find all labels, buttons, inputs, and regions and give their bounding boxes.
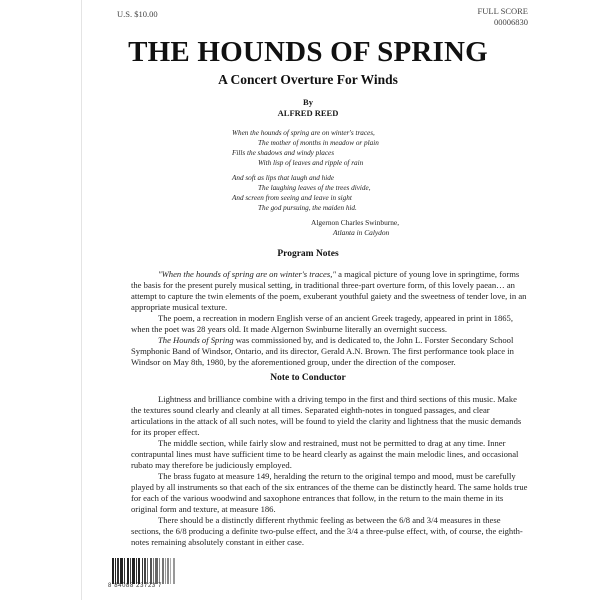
subtitle: A Concert Overture For Winds (218, 72, 398, 87)
note-to-conductor-heading: Note to Conductor (270, 373, 346, 383)
conductor-paragraph: There should be a distinctly different rhythmic feeling as between the 6/8 and 3/4 measures in these sections, the 6/8 producing a definite two-pulse effect, and the 3/4 a three-pulse effect, with, of course, the eighth-notes remaining absolutely constant in either case. (131, 515, 523, 547)
edition-label: FULL SCORE (477, 6, 528, 16)
conductor-paragraph: The middle section, while fairly slow and restrained, must not be permitted to drag at any time. Inner contrapuntal lines must have sufficient time to be heard clearly as against the main melodic lines, and occasional rubato may therefore be judiciously employed. (131, 438, 519, 470)
barcode-digits: 8 84088 23723 7 (108, 583, 163, 589)
poem-author: Algernon Charles Swinburne, (311, 218, 400, 227)
poem-line: When the hounds of spring are on winter's traces, (232, 129, 375, 137)
page-edge (81, 0, 82, 600)
work-title: The Hounds of Spring (158, 335, 234, 345)
poem-stanza-2 (232, 173, 379, 213)
price-label: U.S. $10.00 (117, 9, 158, 19)
poem-attribution (311, 218, 399, 238)
program-notes-paragraph (131, 335, 529, 368)
poem-line: And soft as lips that laugh and hide (232, 174, 335, 182)
poem-line: And screen from seeing and leave in sight (232, 194, 352, 202)
conductor-paragraph: Lightness and brilliance combine with a driving tempo in the first and third sections of this music. Make the textures sound clearly and cleanly at all times. Separated eighth-notes in tongued passages, and clear articulations in the attack of all such notes, will be found to yield the clarity and lightness that the music demands for its proper effect. (131, 394, 522, 437)
paragraph-text: a magical picture of young love in springtime, forms the basis for the present purely musical setting, in traditional three-part overture form, of this lovely paean… an attempt to capture the twin elements of the poem, exuberant youthful gaiety and the sweetness of tender love, in an appropriate musical texture. (131, 269, 527, 312)
program-notes-body (131, 269, 529, 368)
poem-line: With lisp of leaves and ripple of rain (258, 159, 364, 167)
program-notes-paragraph (131, 269, 529, 313)
program-notes-paragraph: The poem, a recreation in modern English verse of an ancient Greek tragedy, appeared in print in 1865, when the poet was 28 years old. It made Algernon Swinburne literally an overnight success. (131, 313, 513, 334)
page-title: THE HOUNDS OF SPRING (128, 36, 488, 68)
paragraph-text: was commissioned by, and is dedicated to, the John L. Forster Secondary School Symphonic Band of Windsor, Ontario, and its director, Gerald A.N. Brown. The first performance took place in Windsor on May 8th, 1980, by the aforementioned group, under the direction of the composer. (131, 335, 514, 367)
barcode (108, 558, 184, 594)
poem-line: Fills the shadows and windy places (232, 149, 335, 157)
note-to-conductor-body (131, 394, 529, 548)
poem-line: The laughing leaves of the trees divide, (258, 184, 371, 192)
byline-by: By (303, 97, 313, 107)
poem-line: The mother of months in meadow or plain (258, 139, 379, 147)
edition-info (478, 6, 528, 28)
poem-quote: "When the hounds of spring are on winter's traces," (158, 269, 336, 279)
poem-line: The god pursuing, the maiden hid. (258, 204, 357, 212)
catalog-number: 00006830 (494, 17, 528, 27)
barcode-bars-icon (112, 558, 178, 584)
conductor-paragraph: The brass fugato at measure 149, heralding the return to the original tempo and mood, must be carefully played by all instruments so that each of the six entrances of the theme can be distinctly heard. The same holds true for each of the various woodwind and saxophone entrances that follow, in the return to the main theme in its original form and texture, at measure 186. (131, 471, 528, 514)
epigraph-poem (232, 128, 379, 218)
program-notes-heading: Program Notes (277, 249, 339, 259)
composer-name: ALFRED REED (277, 108, 339, 118)
poem-stanza-1 (232, 128, 379, 168)
poem-work: Atlanta in Calydon (333, 228, 390, 237)
